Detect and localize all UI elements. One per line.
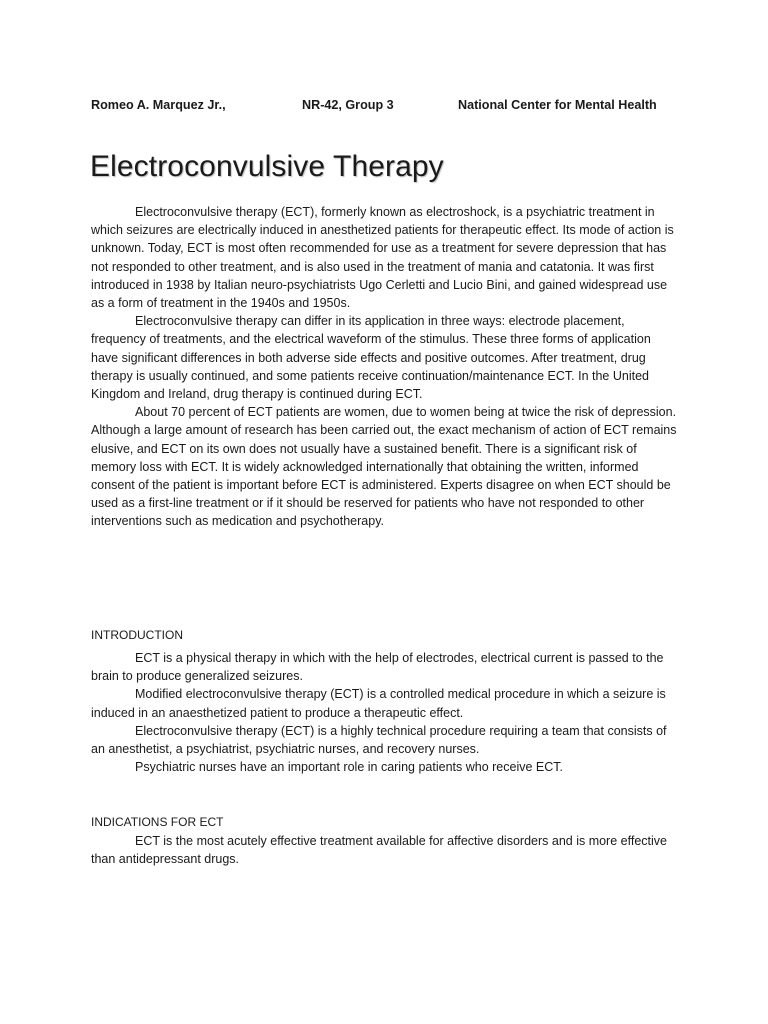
author-name: Romeo A. Marquez Jr., bbox=[91, 98, 226, 112]
overview-paragraph: Electroconvulsive therapy can differ in its application in three ways: electrode placement, frequency of treatments, and the electrical waveform of the stimulus. These three forms of application have significant differences in both adverse side effects and positive outcomes. After treatment, drug therapy is usually continued, and some patients receive continuation/maintenance ECT. In the United Kingdom and Ireland, drug therapy is continued during ECT. bbox=[91, 314, 651, 402]
organization-name: National Center for Mental Health bbox=[458, 98, 657, 112]
overview-paragraph: Electroconvulsive therapy (ECT), formerly known as electroshock, is a psychiatric treatment in which seizures are electrically induced in anesthetized patients for therapeutic effect. Its mode of action is unknown. Today, ECT is most often recommended for use as a treatment for severe depression that has not responded to other treatment, and is also used in the treatment of mania and catatonia. It was first introduced in 1938 by Italian neuro-psychiatrists Ugo Cerletti and Lucio Bini, and gained widespread use as a form of treatment in the 1940s and 1950s. bbox=[91, 205, 674, 311]
indications-heading: INDICATIONS FOR ECT bbox=[91, 815, 224, 829]
introduction-paragraph: Psychiatric nurses have an important role in caring patients who receive ECT. bbox=[135, 760, 563, 775]
document-title: Electroconvulsive Therapy bbox=[90, 150, 444, 183]
introduction-heading: INTRODUCTION bbox=[91, 628, 183, 642]
overview-section bbox=[91, 203, 679, 531]
introduction-section bbox=[91, 649, 679, 776]
indications-section bbox=[91, 832, 679, 868]
introduction-paragraph: Modified electroconvulsive therapy (ECT) is a controlled medical procedure in which a seizure is induced in an anaesthetized patient to produce a therapeutic effect. bbox=[91, 687, 666, 720]
introduction-paragraph: ECT is a physical therapy in which with the help of electrodes, electrical current is passed to the brain to produce generalized seizures. bbox=[91, 651, 664, 684]
group-label: NR-42, Group 3 bbox=[302, 98, 394, 112]
introduction-paragraph: Electroconvulsive therapy (ECT) is a highly technical procedure requiring a team that consists of an anesthetist, a psychiatrist, psychiatric nurses, and recovery nurses. bbox=[91, 723, 667, 757]
overview-paragraph: About 70 percent of ECT patients are women, due to women being at twice the risk of depression. Although a large amount of research has been carried out, the exact mechanism of action of ECT remains elusive, and ECT on its own does not usually have a sustained benefit. There is a significant risk of memory loss with ECT. It is widely acknowledged internationally that obtaining the written, informed consent of the patient is important before ECT is administered. Experts disagree on when ECT should be used as a first-line treatment or if it should be reserved for patients who have not responded to other interventions such as medication and psychotherapy. bbox=[91, 405, 677, 529]
document-header bbox=[91, 98, 691, 116]
indications-paragraph: ECT is the most acutely effective treatment available for affective disorders and is more effective than antidepressant drugs. bbox=[91, 834, 667, 867]
